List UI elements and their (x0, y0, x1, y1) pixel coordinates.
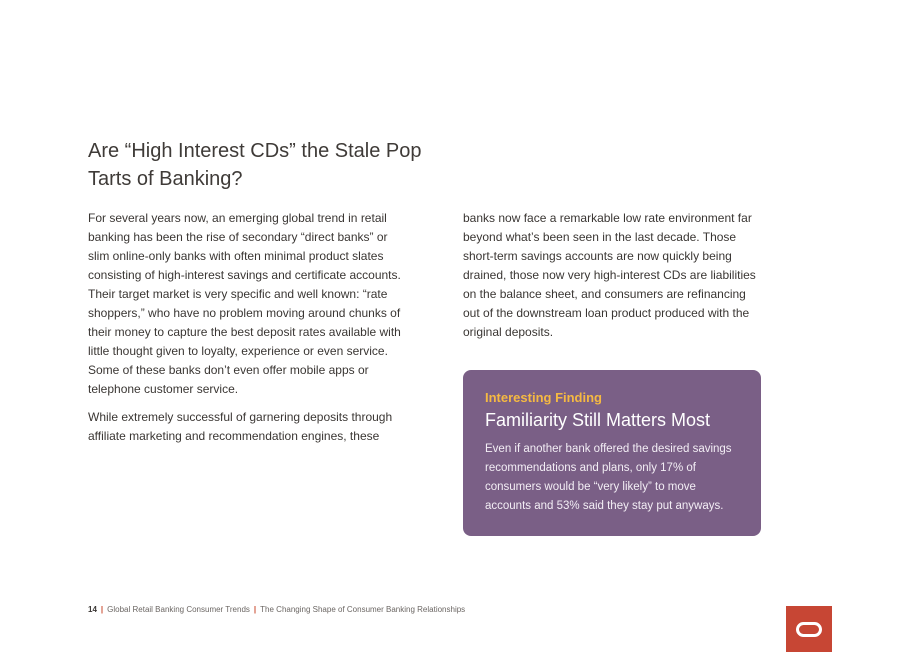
callout-title: Familiarity Still Matters Most (485, 410, 711, 430)
footer-separator: | (100, 605, 104, 614)
logo-ring (796, 622, 822, 637)
interesting-finding-callout (463, 370, 761, 536)
left-column (88, 209, 406, 455)
callout-label: Interesting Finding (485, 390, 602, 405)
page-footer (88, 605, 465, 614)
paragraph: While extremely successful of garnering deposits through affiliate marketing and recommendation engines, these (88, 410, 393, 443)
callout-body: Even if another bank offered the desired savings recommendations and plans, only 17% of consumers would be “very likely” to move accounts and 53% said they stay put anyways. (485, 443, 732, 512)
page-heading: Are “High Interest CDs” the Stale Pop Tarts of Banking? (88, 140, 422, 190)
paragraph: For several years now, an emerging global trend in retail banking has been the rise of secondary “direct banks” or slim online-only banks with often minimal product slates consisting of high-interest savings and certificate accounts. Their target market is very specific and well known: “rate shoppers,” who have no problem moving around chunks of their money to capture the best deposit rates available with little thought given to loyalty, experience or even service. Some of these banks don’t even offer mobile apps or telephone customer service. (88, 211, 401, 396)
report-title: Global Retail Banking Consumer Trends (107, 605, 250, 614)
footer-separator: | (253, 605, 257, 614)
page-number: 14 (88, 605, 97, 614)
section-title: The Changing Shape of Consumer Banking Relationships (260, 605, 466, 614)
paragraph: banks now face a remarkable low rate environment far beyond what’s been seen in the last decade. Those short-term savings accounts are now quickly being drained, those now very high-interest CDs are liabilities on the balance sheet, and consumers are refinancing out of the downstream loan product produced with the original deposits. (463, 211, 756, 339)
oracle-logo-icon (786, 606, 832, 652)
right-column (463, 209, 765, 351)
